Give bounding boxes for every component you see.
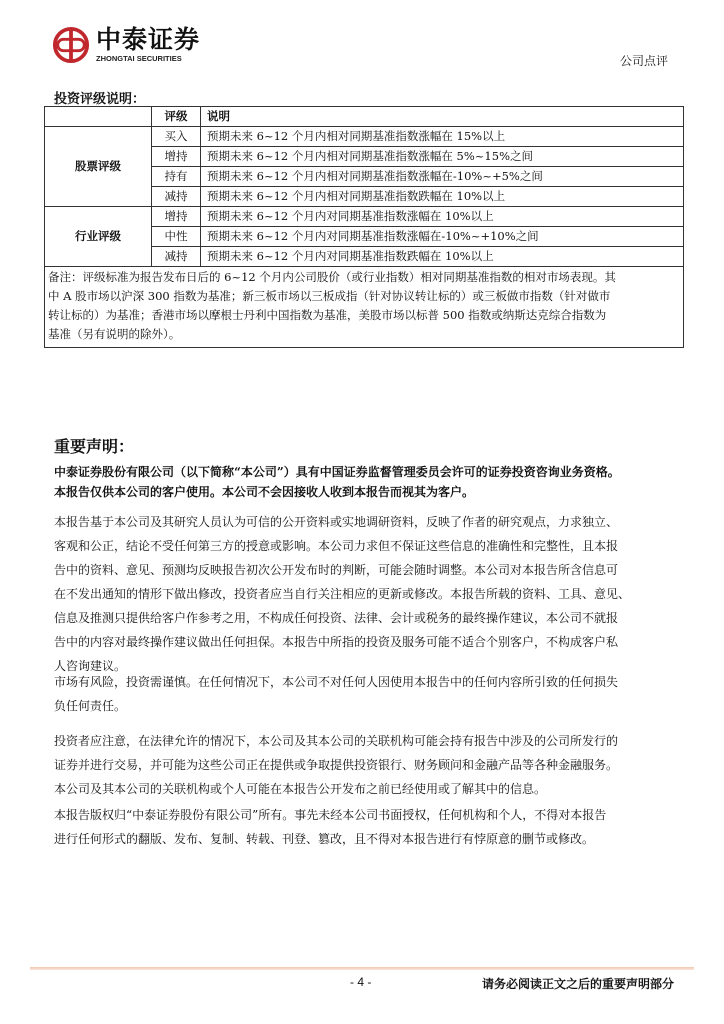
rating-cell: 中性 [152,227,201,247]
stock-rating-label: 股票评级 [45,127,152,207]
desc-cell: 预期未来 6~12 个月内相对同期基准指数涨幅在 15%以上 [201,127,684,147]
industry-rating-label: 行业评级 [45,207,152,267]
header-rating: 评级 [152,107,201,127]
desc-cell: 预期未来 6~12 个月内对同期基准指数涨幅在 10%以上 [201,207,684,227]
table-row [45,127,684,147]
rating-cell: 增持 [152,147,201,167]
desc-cell: 预期未来 6~12 个月内相对同期基准指数涨幅在-10%~+5%之间 [201,167,684,187]
rating-cell: 买入 [152,127,201,147]
header-desc: 说明 [201,107,684,127]
footer-divider [30,967,694,970]
document-type: 公司点评 [619,54,668,68]
rating-cell: 增持 [152,207,201,227]
page-number: - 4 - [350,975,372,989]
rating-cell: 减持 [152,247,201,267]
desc-cell: 预期未来 6~12 个月内对同期基准指数跌幅在 10%以上 [201,247,684,267]
disclaimer-paragraph-3: 投资者应注意，在法律允许的情况下，本公司及其本公司的关联机构可能会持有报告中涉及的公司所发行的 证券并进行交易，并可能为这些公司正在提供或争取提供投资银行、财务顾问和金融产品等各种金融服务。 本公司及其本公司的关联机构或个人可能在本报告公开发布之前已经使用或了解其中的信息。 [54,734,619,796]
logo-en-text: ZHONGTAI SECURITIES [96,54,182,63]
company-logo [52,26,200,64]
table-header-row [45,107,684,127]
rating-table [44,106,684,348]
zhongtai-logo-icon [52,26,90,64]
table-row [45,207,684,227]
footer-note: 请务必阅读正文之后的重要声明部分 [481,977,674,991]
disclaimer-paragraph-1: 本报告基于本公司及其研究人员认为可信的公开资料或实地调研资料，反映了作者的研究观点，力求独立、 客观和公正，结论不受任何第三方的授意或影响。本公司力求但不保证这些信息的准确性和完整性，且本报 告中的资料、意见、预测均反映报告初次公开发布时的判断，可能会随时调整。本公司对本报告所含信息可 在不发出通知的情形下做出修改，投资者应当自行关注相应的更新或修改。本报告所载的资料、工具、意见、 信息及推测只提供给客户作参考之用，不构成任何投资、法律、会计或税务的最终操作建议，本公司不就报 告中的内容对最终操作建议做出任何担保。本报告中所指的投资及服务可能不适合个别客户，不构成客户私 人咨询建议。 [54,515,631,673]
rating-notes: 备注：评级标准为报告发布日后的 6~12 个月内公司股价（或行业指数）相对同期基准指数的相对市场表现。其 中 A 股市场以沪深 300 指数为基准；新三板市场以三板成指（针对协议转让标的）或三板做市指数（针对做市 转让标的）为基准；香港市场以摩根士丹利中国指数为基准，美股市场以标普 500 指数或纳斯达克综合指数为 基准（另有说明的除外）。 [45,267,684,348]
qualification-paragraph: 中泰证券股份有限公司（以下简称“本公司”）具有中国证券监督管理委员会许可的证券投资咨询业务资格。 本报告仅供本公司的客户使用。本公司不会因接收人收到本报告而视其为客户。 [54,465,620,499]
rating-cell: 减持 [152,187,201,207]
rating-cell: 持有 [152,167,201,187]
disclaimer-paragraph-2: 市场有风险，投资需谨慎。在任何情况下，本公司不对任何人因使用本报告中的任何内容所引致的任何损失 负任何责任。 [54,675,619,713]
disclaimer-title: 重要声明： [54,437,135,456]
desc-cell: 预期未来 6~12 个月内对同期基准指数涨幅在-10%~+10%之间 [201,227,684,247]
rating-section-title: 投资评级说明： [54,92,146,107]
logo-cn-text: 中泰证券 [96,25,201,54]
disclaimer-paragraph-4: 本报告版权归“中泰证券股份有限公司”所有。事先未经本公司书面授权，任何机构和个人，不得对本报告 进行任何形式的翻版、发布、复制、转载、刊登、篡改，且不得对本报告进行有悖原意的删节或修改。 [54,808,607,846]
desc-cell: 预期未来 6~12 个月内相对同期基准指数跌幅在 10%以上 [201,187,684,207]
desc-cell: 预期未来 6~12 个月内相对同期基准指数涨幅在 5%~15%之间 [201,147,684,167]
notes-row [45,267,684,348]
